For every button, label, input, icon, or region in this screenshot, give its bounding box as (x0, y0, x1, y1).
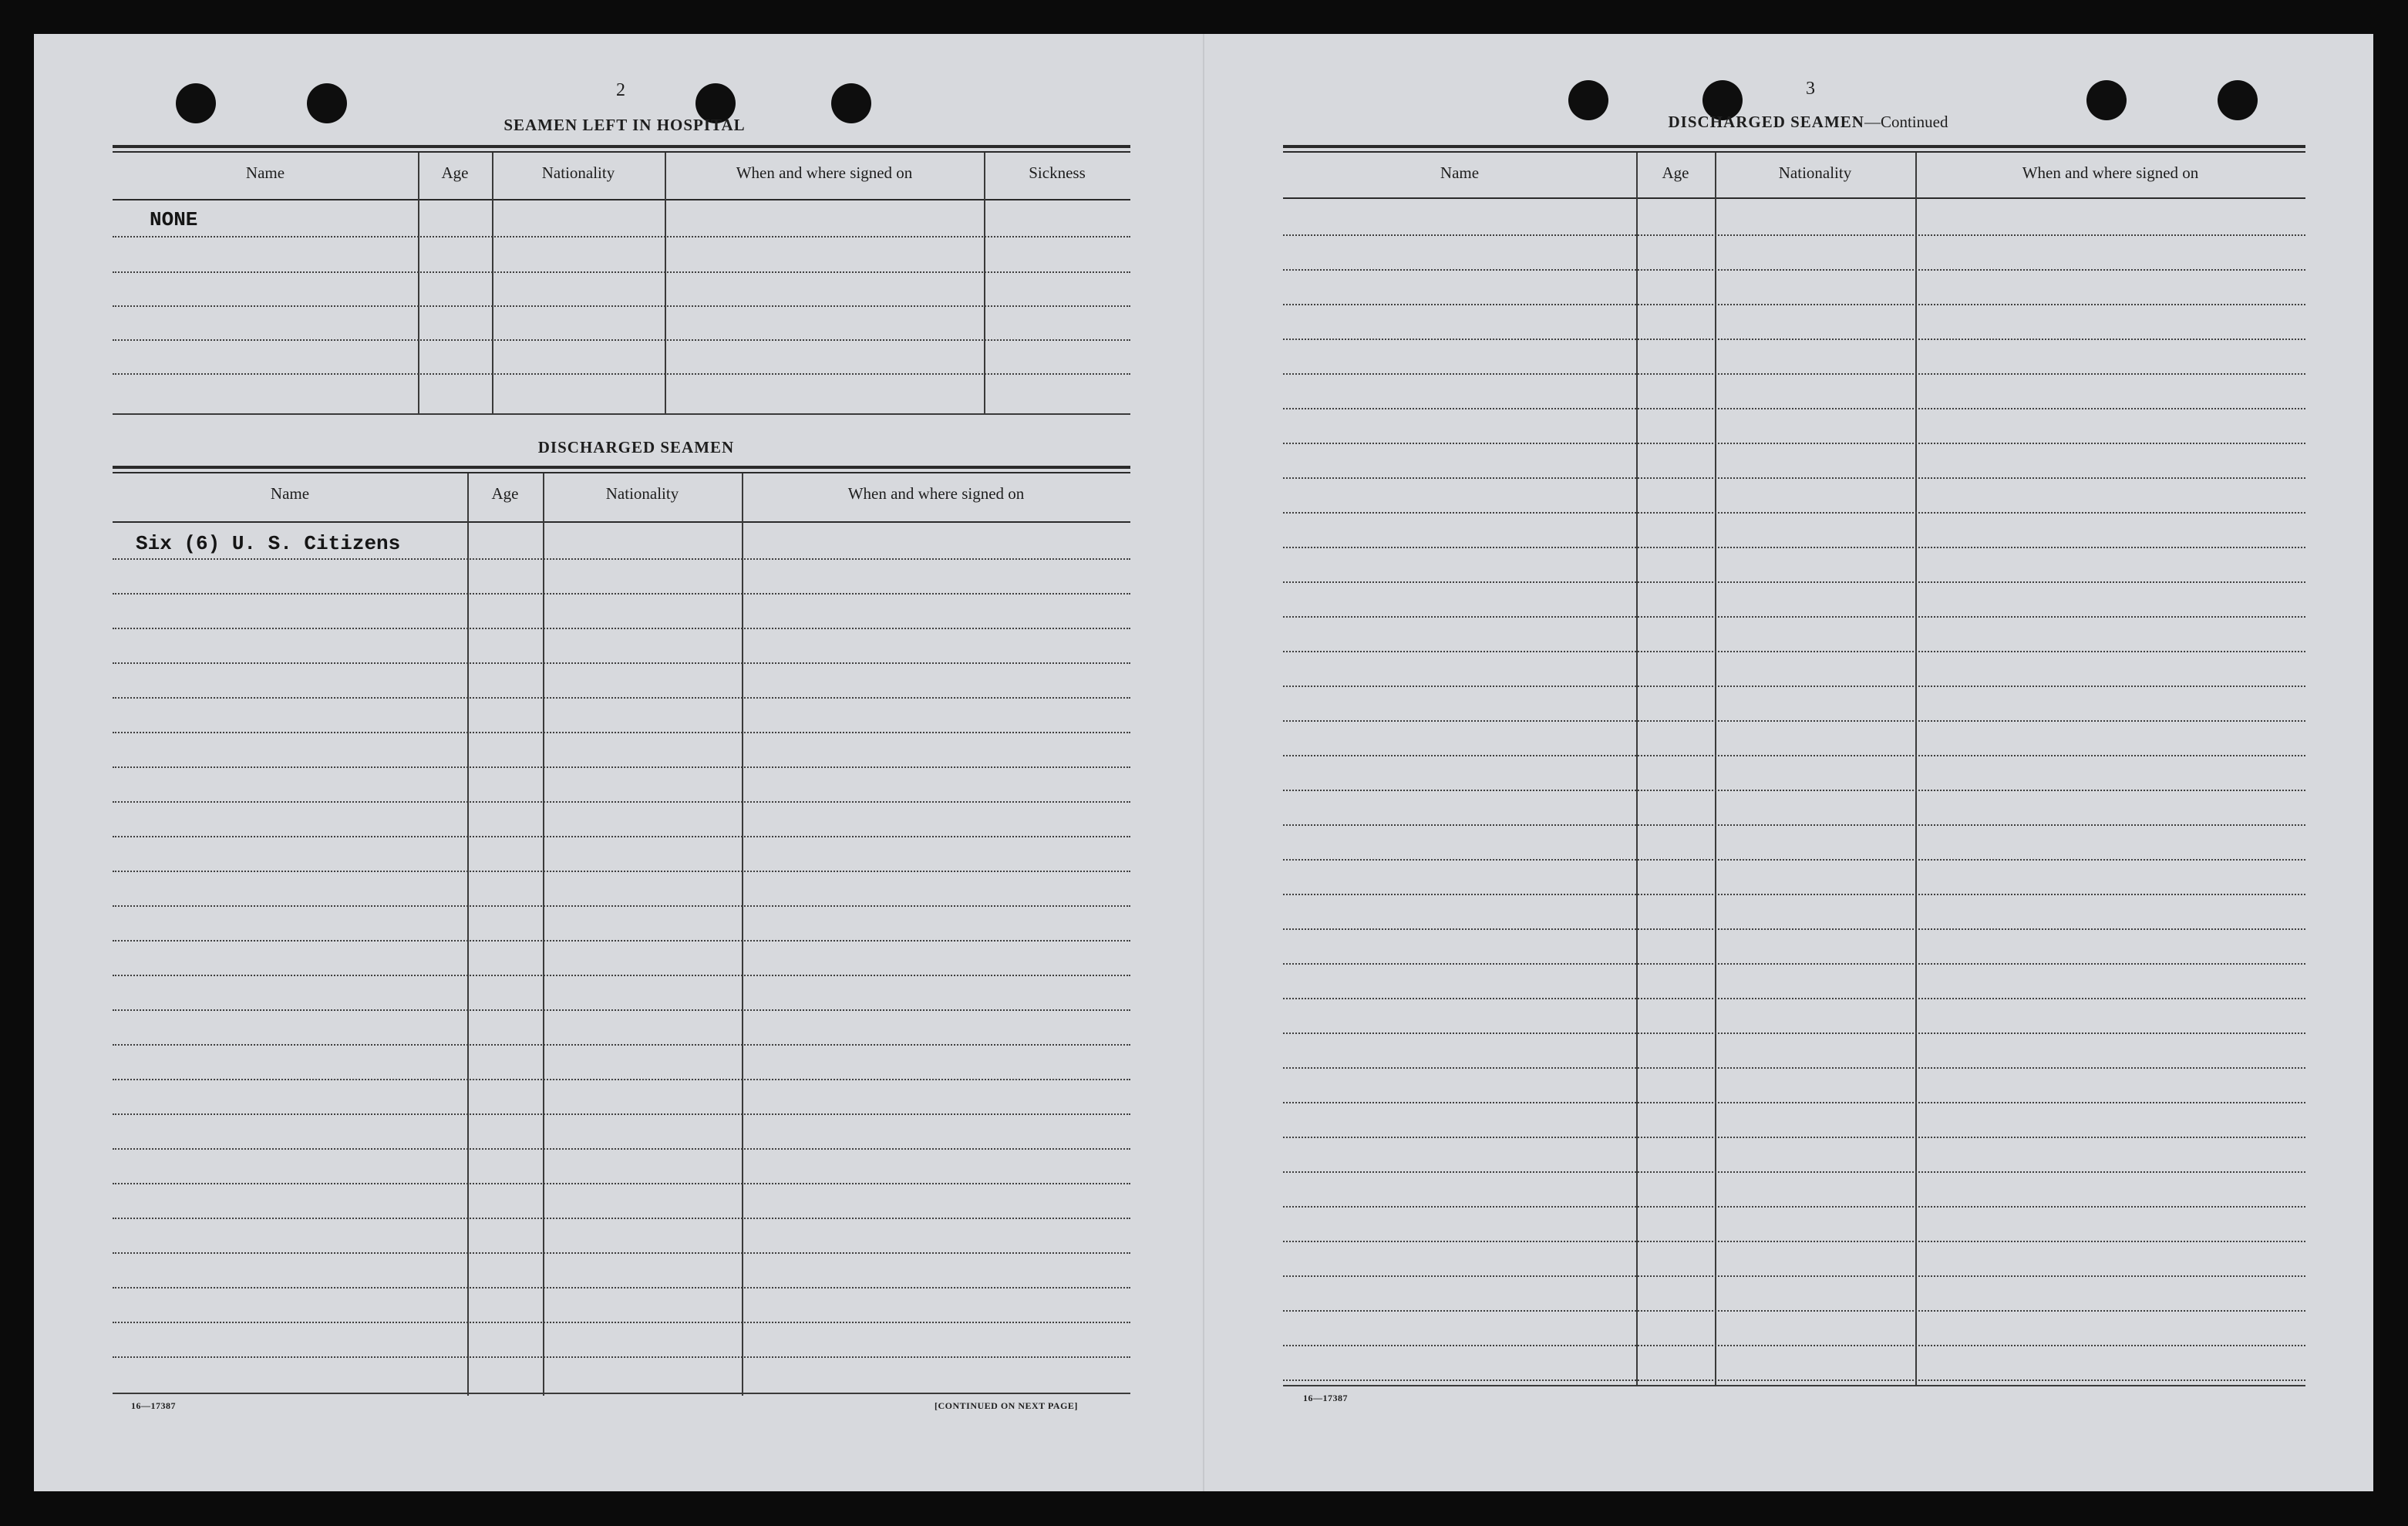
header-when-where: When and where signed on (2022, 163, 2199, 182)
ruled-row-line (1283, 512, 2305, 514)
header-age: Age (491, 484, 519, 503)
hospital-table (113, 145, 1130, 416)
ruled-row-line (1283, 408, 2305, 409)
ruled-row-line (113, 732, 1130, 733)
punch-hole (2218, 80, 2258, 120)
ruled-row-line (1283, 720, 2305, 722)
ruled-row-line (1283, 1171, 2305, 1173)
form-number-left: 16—17387 (131, 1400, 176, 1411)
header-when-where: When and where signed on (736, 163, 913, 182)
header-nationality: Nationality (541, 163, 615, 182)
ruled-row-line (1283, 339, 2305, 340)
ruled-row-line (113, 836, 1130, 837)
ruled-row-line (113, 766, 1130, 768)
ruled-row-line (113, 1079, 1130, 1080)
ruled-row-line (113, 1113, 1130, 1115)
ruled-row-line (113, 871, 1130, 872)
ruled-row-line (1283, 1032, 2305, 1034)
hospital-entry: NONE (150, 208, 198, 231)
ruled-row-line (113, 662, 1130, 664)
ruled-row-line (1283, 928, 2305, 930)
ruled-row-line (113, 975, 1130, 976)
discharged-entry: Six (6) U. S. Citizens (136, 532, 401, 555)
ruled-row-line (1283, 616, 2305, 618)
ruled-row-line (113, 593, 1130, 595)
ruled-row-line (113, 801, 1130, 803)
ruled-row-line (1283, 1067, 2305, 1069)
ruled-row-line (1283, 1241, 2305, 1242)
ruled-row-line (1283, 477, 2305, 479)
discharged-table (113, 466, 1130, 1396)
ruled-row-line (1283, 824, 2305, 826)
ruled-row-line (1283, 1102, 2305, 1103)
ruled-row-line (1283, 894, 2305, 895)
ruled-row-line (113, 1183, 1130, 1184)
ruled-row-line (113, 1218, 1130, 1219)
ruled-row-line (1283, 790, 2305, 791)
header-nationality: Nationality (605, 484, 679, 503)
punch-hole (2086, 80, 2127, 120)
ruled-row-line (1283, 963, 2305, 965)
header-age: Age (1662, 163, 1689, 182)
page-number-left: 2 (616, 80, 625, 100)
page-fold (1203, 34, 1204, 1491)
continued-note: [CONTINUED ON NEXT PAGE] (935, 1400, 1078, 1411)
ruled-row-line (1283, 1206, 2305, 1208)
discharged-continued-title (1635, 113, 1982, 132)
discharged-continued-title-main: DISCHARGED SEAMEN (1668, 113, 1864, 131)
ruled-row-line (1283, 581, 2305, 583)
continued-suffix: —Continued (1864, 113, 1948, 131)
ruled-row-line (113, 697, 1130, 699)
ruled-row-line (1283, 998, 2305, 999)
header-name: Name (1440, 163, 1480, 182)
ruled-row-line (1283, 304, 2305, 305)
discharged-section-title: DISCHARGED SEAMEN (537, 438, 735, 456)
ruled-row-line (1283, 1345, 2305, 1346)
punch-hole (176, 83, 216, 123)
ruled-row-line (113, 1322, 1130, 1323)
ruled-row-line (1283, 686, 2305, 687)
ruled-row-line (113, 1252, 1130, 1254)
ruled-row-line (113, 1009, 1130, 1011)
form-number-right: 16—17387 (1303, 1393, 1348, 1403)
ruled-row-line (113, 1148, 1130, 1150)
ruled-row-line (1283, 373, 2305, 375)
ruled-row-line (113, 940, 1130, 942)
header-when-where: When and where signed on (847, 484, 1025, 503)
ruled-row-line (1283, 269, 2305, 271)
punch-hole (1568, 80, 1608, 120)
ruled-row-line (113, 905, 1130, 907)
ruled-row-line (113, 1356, 1130, 1358)
header-age: Age (441, 163, 469, 182)
hospital-section-title: SEAMEN LEFT IN HOSPITAL (503, 116, 746, 134)
header-nationality: Nationality (1778, 163, 1852, 182)
punch-hole (307, 83, 347, 123)
ruled-row-line (1283, 1379, 2305, 1381)
ruled-row-line (1283, 1137, 2305, 1138)
ruled-row-line (1283, 547, 2305, 548)
ruled-row-line (1283, 859, 2305, 861)
punch-hole (831, 83, 871, 123)
ruled-row-line (1283, 1275, 2305, 1277)
ruled-row-line (1283, 755, 2305, 756)
ruled-row-line (1283, 443, 2305, 444)
discharged-continued-table (1283, 145, 2305, 1388)
ruled-row-line (1283, 651, 2305, 652)
ruled-row-line (1283, 1310, 2305, 1312)
header-sickness: Sickness (1029, 163, 1086, 182)
ruled-row-line (113, 628, 1130, 629)
ruled-row-line (1283, 234, 2305, 236)
ruled-row-line (113, 1044, 1130, 1046)
ruled-row-line (113, 558, 1130, 560)
page-number-right: 3 (1806, 79, 1815, 99)
header-name: Name (245, 163, 285, 182)
ruled-row-line (113, 1287, 1130, 1289)
header-name: Name (270, 484, 310, 503)
